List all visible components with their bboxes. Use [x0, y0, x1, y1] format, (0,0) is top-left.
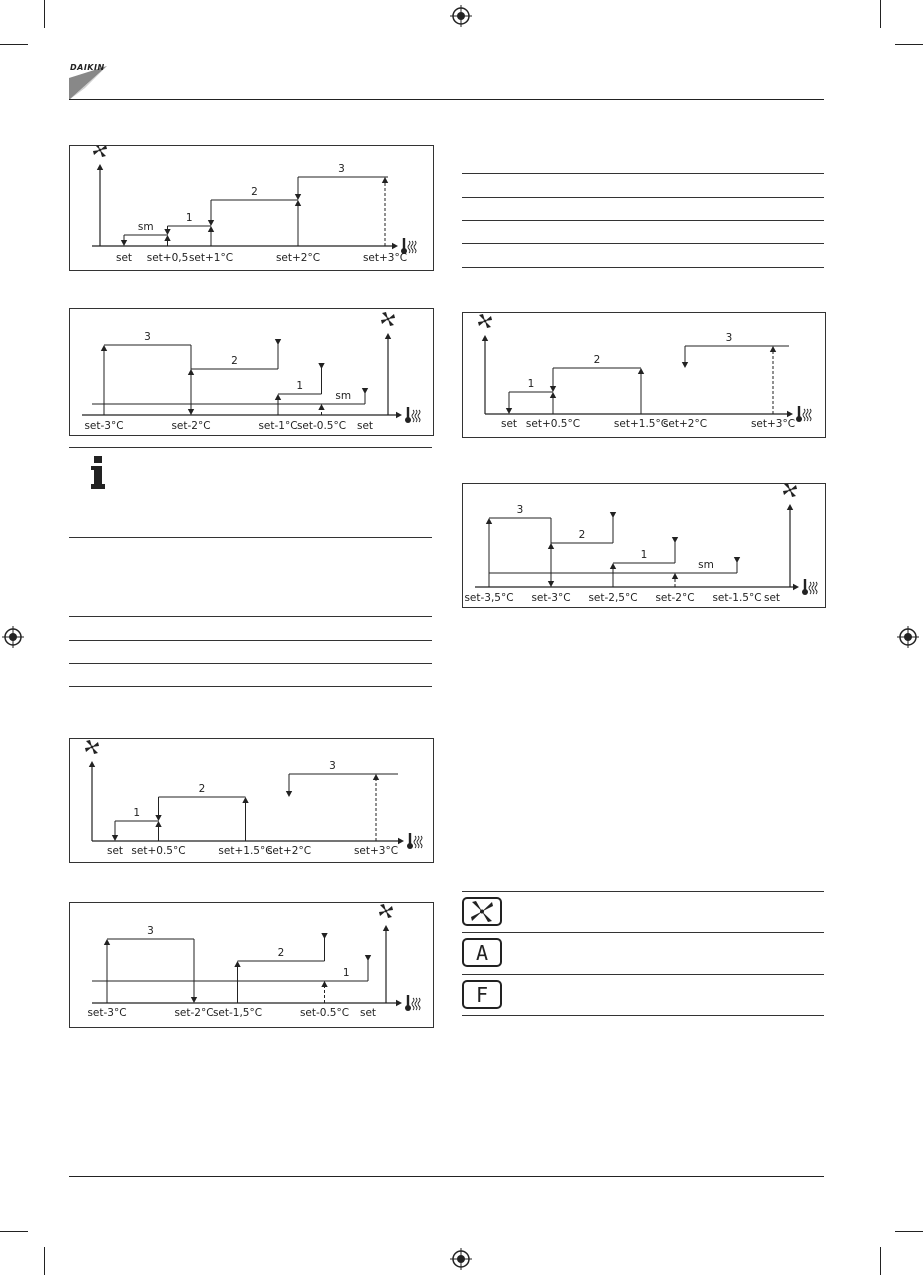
x-axis-arrow — [787, 411, 793, 417]
x-tick-label: set-2°C — [174, 1007, 214, 1019]
chart-heat-4-steps-right — [462, 483, 826, 608]
y-axis-arrow — [383, 925, 389, 931]
brand-logo-text: DAIKIN — [70, 63, 105, 72]
step-label: 2 — [578, 529, 586, 541]
crop-mark — [0, 1231, 28, 1232]
step-label: 3 — [725, 332, 733, 344]
legend-row-auto — [462, 932, 824, 973]
x-tick-label: set-3°C — [84, 420, 124, 432]
step-label: 2 — [198, 783, 206, 795]
step-on-arrow — [548, 543, 554, 549]
x-tick-label: set-2,5°C — [588, 592, 638, 604]
step-off-arrow — [295, 194, 301, 200]
registration-mark-icon — [450, 1248, 472, 1270]
registration-mark-icon — [897, 626, 919, 648]
x-tick-label: set+2°C — [275, 252, 321, 264]
x-tick-label: set+3°C — [750, 418, 796, 430]
step-label: 1 — [133, 807, 141, 819]
legend-row-fan — [462, 891, 824, 932]
x-tick-label: set+2°C — [266, 845, 312, 857]
x-tick-label: set+3°C — [353, 845, 399, 857]
x-tick-label: set+2°C — [662, 418, 708, 430]
step-label: 2 — [277, 947, 285, 959]
chart-svg — [70, 903, 433, 1027]
fan-icon — [85, 740, 99, 754]
x-tick-label: set — [359, 1007, 377, 1019]
x-tick-label: set — [763, 592, 781, 604]
x-tick-label: set-0.5°C — [299, 1007, 350, 1019]
step-on-arrow — [295, 200, 301, 206]
x-tick-label: set-1.5°C — [712, 592, 762, 604]
step-label: 3 — [329, 760, 336, 772]
step-on-arrow — [550, 392, 556, 398]
note-bottom-rule — [69, 537, 432, 538]
legend-glyph: F — [475, 983, 489, 1007]
thermometer-icon — [802, 579, 817, 595]
chart-heat-4-steps — [69, 308, 434, 436]
chart-cool-3-steps-right — [462, 312, 826, 438]
step-off-arrow — [365, 955, 371, 961]
step-on-arrow — [164, 235, 170, 241]
registration-mark-icon — [2, 626, 24, 648]
step-off-arrow — [191, 997, 197, 1003]
y-axis-arrow — [482, 335, 488, 341]
step-off-arrow — [734, 557, 740, 563]
table-rule — [69, 686, 432, 687]
fan-icon — [462, 897, 502, 926]
x-axis-arrow — [398, 838, 404, 844]
fan-icon — [379, 904, 393, 918]
registration-mark-icon — [450, 5, 472, 27]
x-tick-label: set — [500, 418, 518, 430]
step-on-arrow — [242, 797, 248, 803]
crop-mark — [44, 1247, 45, 1275]
x-axis-arrow — [392, 243, 398, 249]
x-tick-label: set+1.5°C — [218, 845, 273, 857]
chart-cool-4-steps — [69, 145, 434, 271]
chart-svg — [70, 146, 433, 270]
legend-rule — [462, 1015, 824, 1016]
step-off-arrow — [286, 791, 292, 797]
y-axis-arrow — [787, 504, 793, 510]
step-off-arrow — [318, 363, 324, 369]
note-top-rule — [69, 447, 432, 448]
step-on-arrow — [672, 573, 678, 579]
step-label: 1 — [342, 967, 350, 979]
x-tick-label: set-3°C — [531, 592, 571, 604]
step-off-arrow — [275, 339, 281, 345]
step-on-arrow — [188, 369, 194, 375]
crop-mark — [895, 44, 923, 45]
step-off-arrow — [155, 815, 161, 821]
step-off-arrow — [610, 512, 616, 518]
step-label: 1 — [185, 212, 193, 224]
x-tick-label: set+1.5°C — [613, 418, 669, 430]
fan-icon — [783, 484, 797, 497]
fan-icon — [93, 146, 107, 157]
x-tick-label: set-3°C — [87, 1007, 127, 1019]
thermometer-icon — [405, 407, 420, 423]
thermometer-icon — [407, 833, 422, 849]
step-off-arrow — [112, 835, 118, 841]
step-off-arrow — [208, 220, 214, 226]
step-label: sm — [137, 221, 154, 233]
x-tick-label: set+1°C — [188, 252, 234, 264]
step-off-arrow — [321, 933, 327, 939]
fan-icon — [478, 314, 492, 328]
step-off-arrow — [682, 362, 688, 368]
step-off-arrow — [506, 408, 512, 414]
table-rule — [462, 173, 824, 174]
step-on-arrow — [321, 981, 327, 987]
chart-svg — [463, 484, 825, 607]
step-on-arrow — [382, 177, 388, 183]
x-tick-label: set — [115, 252, 133, 264]
x-tick-label: set-2°C — [171, 420, 211, 432]
step-on-arrow — [104, 939, 110, 945]
x-tick-label: set-2°C — [655, 592, 695, 604]
step-on-arrow — [318, 404, 324, 410]
step-label: sm — [335, 390, 352, 402]
step-off-arrow — [121, 240, 127, 246]
thermometer-icon — [405, 995, 420, 1011]
step-off-arrow — [362, 388, 368, 394]
table-rule — [69, 640, 432, 641]
x-tick-label: set-1°C — [258, 420, 298, 432]
crop-mark — [880, 0, 881, 28]
x-tick-label: set-1,5°C — [212, 1007, 263, 1019]
step-label: 2 — [231, 355, 238, 367]
x-tick-label: set-0.5°C — [296, 420, 347, 432]
step-label: 1 — [527, 378, 535, 390]
step-on-arrow — [234, 961, 240, 967]
step-on-arrow — [770, 346, 776, 352]
crop-mark — [0, 44, 28, 45]
table-rule — [69, 663, 432, 664]
auto-a-icon — [462, 938, 502, 967]
footer-rule — [69, 1176, 824, 1177]
info-icon — [89, 456, 107, 490]
step-on-arrow — [373, 774, 379, 780]
x-axis-arrow — [396, 412, 402, 418]
crop-mark — [44, 0, 45, 28]
fan-f-icon — [462, 980, 502, 1009]
x-tick-label: set+3°C — [362, 252, 408, 264]
x-tick-label: set-3,5°C — [464, 592, 514, 604]
step-label: 1 — [640, 549, 648, 561]
crop-mark — [880, 1247, 881, 1275]
x-tick-label: set+0.5°C — [131, 845, 186, 857]
y-axis-arrow — [385, 333, 391, 339]
x-tick-label: set — [106, 845, 124, 857]
step-on-arrow — [208, 226, 214, 232]
header-rule — [69, 99, 824, 100]
step-on-arrow — [638, 368, 644, 374]
x-tick-label: set+0,5 — [146, 252, 189, 264]
step-off-arrow — [672, 537, 678, 543]
chart-heat-3-steps-left — [69, 902, 434, 1028]
step-off-arrow — [164, 229, 170, 235]
thermometer-icon — [796, 406, 811, 422]
legend-row-fan-f — [462, 974, 824, 1015]
step-label: 3 — [516, 504, 524, 516]
step-on-arrow — [486, 518, 492, 524]
x-axis-arrow — [396, 1000, 402, 1006]
table-rule — [462, 243, 824, 244]
step-label: 2 — [593, 354, 601, 366]
step-on-arrow — [155, 821, 161, 827]
table-rule — [462, 197, 824, 198]
table-rule — [462, 267, 824, 268]
crop-mark — [895, 1231, 923, 1232]
y-axis-arrow — [97, 164, 103, 170]
y-axis-arrow — [89, 761, 95, 767]
table-rule — [69, 616, 432, 617]
chart-svg — [70, 309, 433, 435]
table-rule — [462, 220, 824, 221]
step-label: sm — [698, 559, 714, 571]
chart-cool-3-steps-left — [69, 738, 434, 863]
step-on-arrow — [610, 563, 616, 569]
x-axis-arrow — [793, 584, 799, 590]
step-label: 3 — [147, 925, 154, 937]
step-label: 2 — [251, 186, 258, 198]
fan-icon — [381, 312, 395, 326]
step-on-arrow — [275, 394, 281, 400]
step-label: 3 — [338, 163, 345, 175]
x-tick-label: set+0.5°C — [525, 418, 581, 430]
step-label: 3 — [144, 331, 151, 343]
chart-svg — [463, 313, 825, 437]
step-on-arrow — [101, 345, 107, 351]
chart-svg — [70, 739, 433, 862]
step-label: 1 — [296, 380, 304, 392]
x-tick-label: set — [356, 420, 374, 432]
legend-glyph: A — [475, 941, 489, 965]
step-off-arrow — [550, 386, 556, 392]
